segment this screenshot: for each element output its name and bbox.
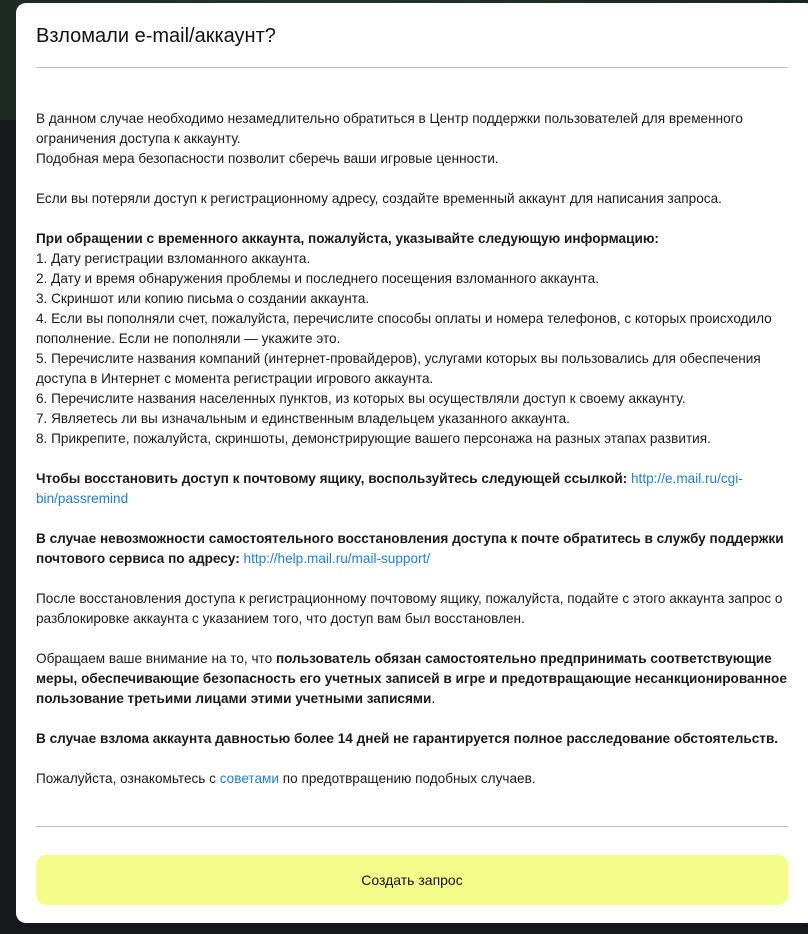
text: Пожалуйста, ознакомьтесь с — [36, 771, 220, 786]
hacked-account-dialog — [16, 3, 808, 923]
paragraph — [36, 229, 788, 449]
paragraph — [36, 589, 788, 629]
text: Обращаем ваше внимание на то, что — [36, 651, 276, 666]
link[interactable]: http://e.mail.ru/cgi-bin/passremind — [36, 471, 743, 506]
paragraph — [36, 189, 788, 209]
paragraph — [36, 649, 788, 709]
divider — [36, 67, 788, 68]
divider — [36, 826, 788, 827]
text: . — [431, 691, 436, 706]
paragraph — [36, 529, 788, 569]
text: Подобная мера безопасности позволит сберечь ваши игровые ценности. — [36, 151, 499, 166]
create-request-button[interactable]: Создать запрос — [36, 855, 788, 905]
link[interactable]: http://help.mail.ru/mail-support/ — [243, 551, 431, 566]
link[interactable]: советами — [219, 771, 279, 786]
dialog-title: Взломали e-mail/аккаунт? — [36, 25, 276, 47]
text: пользователь обязан самостоятельно предпринимать соответствующие меры, обеспечивающие безопасность его учетных записей в игре и предотвращающие несанкционированное пользование третьими лицами этими учетными записями — [36, 651, 787, 706]
text: 5. Перечислите названия компаний (интернет-провайдеров), услугами которых вы пользовались для обеспечения доступа в Интернет с момента регистрации игрового аккаунта. — [36, 351, 761, 386]
text: 6. Перечислите названия населенных пунктов, из которых вы осуществляли доступ к своему аккаунту. — [36, 391, 686, 406]
dialog-content — [36, 109, 788, 809]
text: 1. Дату регистрации взломанного аккаунта. — [36, 251, 311, 266]
text: В случае невозможности самостоятельного восстановления доступа к почте обратитесь в службу поддержки почтового сервиса по адресу: — [36, 531, 784, 566]
text: После восстановления доступа к регистрационному почтовому ящику, пожалуйста, подайте с этого аккаунта запрос о разблокировке аккаунта с указанием того, что доступ вам был восстановлен. — [36, 591, 783, 626]
text: Если вы потеряли доступ к регистрационному адресу, создайте временный аккаунт для написания запроса. — [36, 191, 722, 206]
paragraph — [36, 769, 788, 789]
text: 7. Являетесь ли вы изначальным и единственным владельцем указанного аккаунта. — [36, 411, 570, 426]
text: 3. Скриншот или копию письма о создании аккаунта. — [36, 291, 370, 306]
text: При обращении с временного аккаунта, пожалуйста, указывайте следующую информацию: — [36, 231, 659, 246]
text: по предотвращению подобных случаев. — [279, 771, 536, 786]
text: 8. Прикрепите, пожалуйста, скриншоты, демонстрирующие вашего персонажа на разных этапах развития. — [36, 431, 711, 446]
paragraph — [36, 109, 788, 169]
paragraph — [36, 469, 788, 509]
paragraph — [36, 729, 788, 749]
text: В данном случае необходимо незамедлительно обратиться в Центр поддержки пользователей для временного ограничения доступа к аккаунту. — [36, 111, 743, 146]
text: 4. Если вы пополняли счет, пожалуйста, перечислите способы оплаты и номера телефонов, с которых происходило пополнение. Если не пополняли — укажите это. — [36, 311, 772, 346]
text: В случае взлома аккаунта давностью более 14 дней не гарантируется полное расследование обстоятельств. — [36, 731, 779, 746]
text: 2. Дату и время обнаружения проблемы и последнего посещения взломанного аккаунта. — [36, 271, 599, 286]
text: Чтобы восстановить доступ к почтовому ящику, воспользуйтесь следующей ссылкой: — [36, 471, 631, 486]
